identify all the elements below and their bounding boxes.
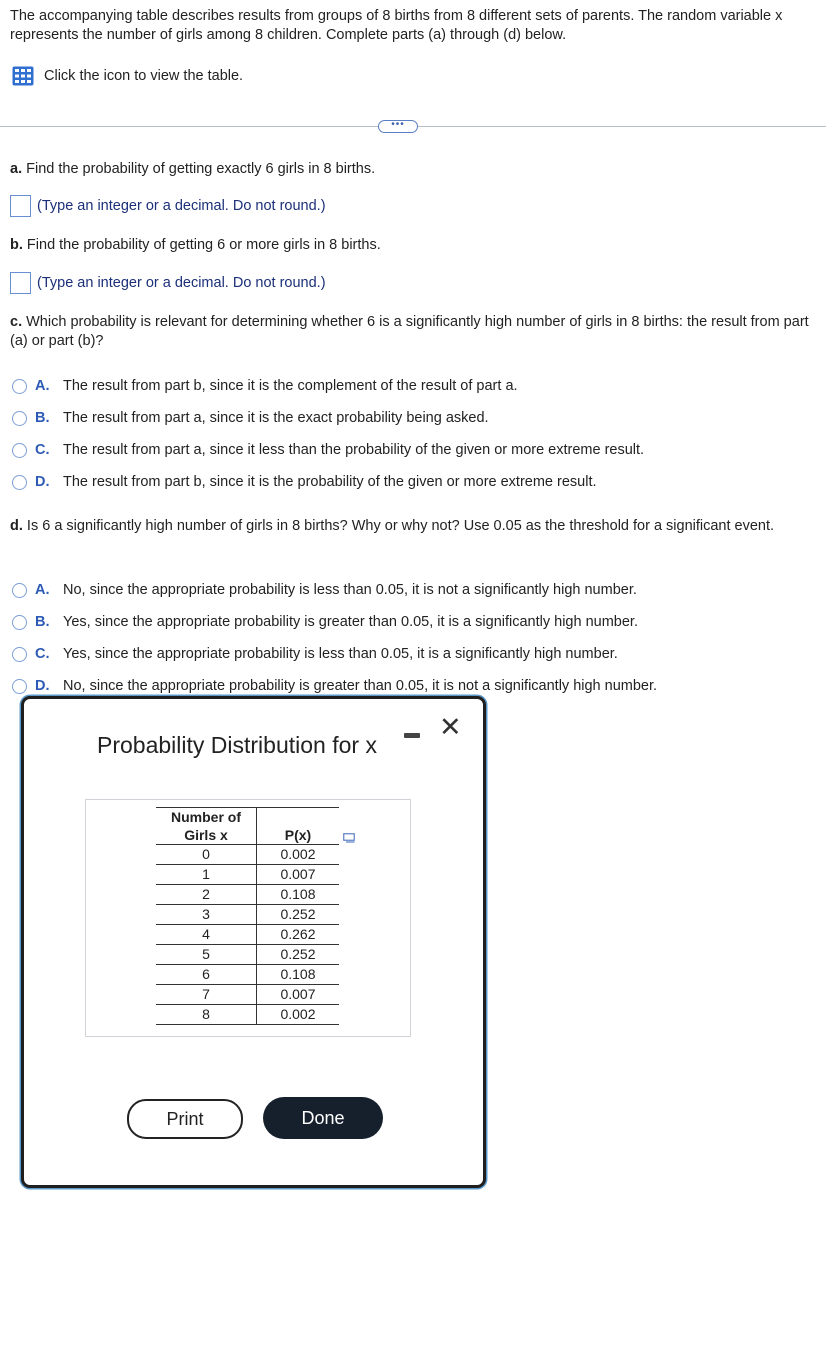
part-c-letter: c. — [10, 314, 23, 330]
part-d-letter: d. — [10, 518, 23, 534]
option-text: The result from part b, since it is the probability of the given or more extreme result. — [63, 474, 597, 490]
option-text: The result from part a, since it less than the probability of the given or more extreme result. — [63, 442, 645, 458]
part-a-letter: a. — [10, 161, 23, 177]
option-letter: A. — [35, 582, 50, 598]
option-text: Yes, since the appropriate probability is less than 0.05, it is a significantly high number. — [63, 646, 618, 662]
radio-button[interactable] — [12, 379, 27, 394]
part-a-question — [10, 160, 810, 179]
part-b-question — [10, 236, 810, 255]
option-letter: C. — [35, 442, 50, 458]
done-button[interactable]: Done — [263, 1097, 383, 1139]
radio-button[interactable] — [12, 411, 27, 426]
part-b-hint: (Type an integer or a decimal. Do not round.) — [37, 275, 326, 291]
copy-table-icon[interactable] — [343, 833, 355, 843]
part-c-question — [10, 313, 810, 351]
cell-x: 3 — [156, 905, 257, 925]
table-row — [156, 965, 339, 985]
part-d-option-b[interactable] — [12, 614, 638, 630]
cell-x: 4 — [156, 925, 257, 945]
problem-intro: The accompanying table describes results from groups of 8 births from 8 different sets of parents. The random variable x represents the number of girls among 8 children. Complete parts (a) through (d) below. — [10, 8, 783, 43]
option-letter: B. — [35, 614, 50, 630]
part-d-option-d[interactable] — [12, 678, 657, 694]
part-b-letter: b. — [10, 237, 23, 253]
cell-x: 8 — [156, 1005, 257, 1025]
cell-p: 0.007 — [257, 985, 340, 1005]
option-text: Yes, since the appropriate probability is greater than 0.05, it is a significantly high number. — [63, 614, 638, 630]
option-letter: D. — [35, 474, 50, 490]
distribution-table — [156, 807, 339, 1025]
table-header-row — [156, 808, 339, 845]
cell-x: 6 — [156, 965, 257, 985]
table-grid-icon[interactable] — [12, 66, 34, 86]
cell-x: 0 — [156, 845, 257, 865]
cell-p: 0.002 — [257, 845, 340, 865]
radio-button[interactable] — [12, 443, 27, 458]
header-number-of-girls — [156, 808, 257, 845]
part-a-hint: (Type an integer or a decimal. Do not round.) — [37, 198, 326, 214]
part-d-option-a[interactable] — [12, 582, 637, 598]
close-icon[interactable]: ✕ — [439, 712, 462, 742]
view-table-label[interactable]: Click the icon to view the table. — [44, 68, 244, 84]
table-row — [156, 985, 339, 1005]
part-a-answer-input[interactable] — [10, 195, 31, 217]
cell-p: 0.108 — [257, 965, 340, 985]
dialog-title: Probability Distribution for x — [97, 732, 377, 758]
part-c-option-a[interactable] — [12, 378, 518, 394]
option-letter: D. — [35, 678, 50, 694]
radio-button[interactable] — [12, 615, 27, 630]
table-row — [156, 1005, 339, 1025]
part-d-text: Is 6 a significantly high number of girls in 8 births? Why or why not? Use 0.05 as the threshold for a significant event. — [26, 518, 775, 534]
table-row — [156, 945, 339, 965]
part-b-answer-row — [10, 272, 326, 294]
cell-p: 0.108 — [257, 885, 340, 905]
option-text: The result from part a, since it is the exact probability being asked. — [63, 410, 489, 426]
radio-button[interactable] — [12, 647, 27, 662]
view-table-link[interactable] — [12, 66, 243, 86]
part-b-answer-input[interactable] — [10, 272, 31, 294]
minimize-icon[interactable] — [404, 733, 420, 738]
part-c-option-b[interactable] — [12, 410, 489, 426]
cell-p: 0.262 — [257, 925, 340, 945]
part-c-option-d[interactable] — [12, 474, 597, 490]
option-letter: B. — [35, 410, 50, 426]
option-text: No, since the appropriate probability is greater than 0.05, it is not a significantly high number. — [63, 678, 658, 694]
cell-p: 0.002 — [257, 1005, 340, 1025]
part-c-text: Which probability is relevant for determining whether 6 is a significantly high number of girls in 8 births: the result from part (a) or part (b)? — [10, 314, 809, 349]
header-x-line1: Number of — [171, 809, 241, 825]
probability-distribution-dialog — [21, 696, 486, 1188]
table-row — [156, 865, 339, 885]
more-dots: ••• — [391, 119, 405, 130]
part-a-text: Find the probability of getting exactly 6 girls in 8 births. — [26, 161, 376, 177]
print-button[interactable]: Print — [127, 1099, 243, 1139]
cell-p: 0.252 — [257, 905, 340, 925]
part-c-option-c[interactable] — [12, 442, 644, 458]
header-x-line2: Girls x — [184, 827, 228, 843]
table-frame — [85, 799, 411, 1037]
table-row — [156, 925, 339, 945]
cell-x: 5 — [156, 945, 257, 965]
table-row — [156, 905, 339, 925]
cell-x: 7 — [156, 985, 257, 1005]
part-b-text: Find the probability of getting 6 or more girls in 8 births. — [26, 237, 381, 253]
table-row — [156, 845, 339, 865]
more-button[interactable] — [378, 120, 418, 133]
part-d-option-c[interactable] — [12, 646, 618, 662]
option-letter: C. — [35, 646, 50, 662]
cell-x: 1 — [156, 865, 257, 885]
header-probability: P(x) — [257, 808, 340, 845]
cell-p: 0.007 — [257, 865, 340, 885]
part-a-answer-row — [10, 195, 326, 217]
part-d-question — [10, 517, 810, 536]
table-row — [156, 885, 339, 905]
option-letter: A. — [35, 378, 50, 394]
option-text: No, since the appropriate probability is less than 0.05, it is not a significantly high number. — [63, 582, 637, 598]
option-text: The result from part b, since it is the complement of the result of part a. — [63, 378, 518, 394]
cell-x: 2 — [156, 885, 257, 905]
cell-p: 0.252 — [257, 945, 340, 965]
radio-button[interactable] — [12, 679, 27, 694]
radio-button[interactable] — [12, 475, 27, 490]
radio-button[interactable] — [12, 583, 27, 598]
